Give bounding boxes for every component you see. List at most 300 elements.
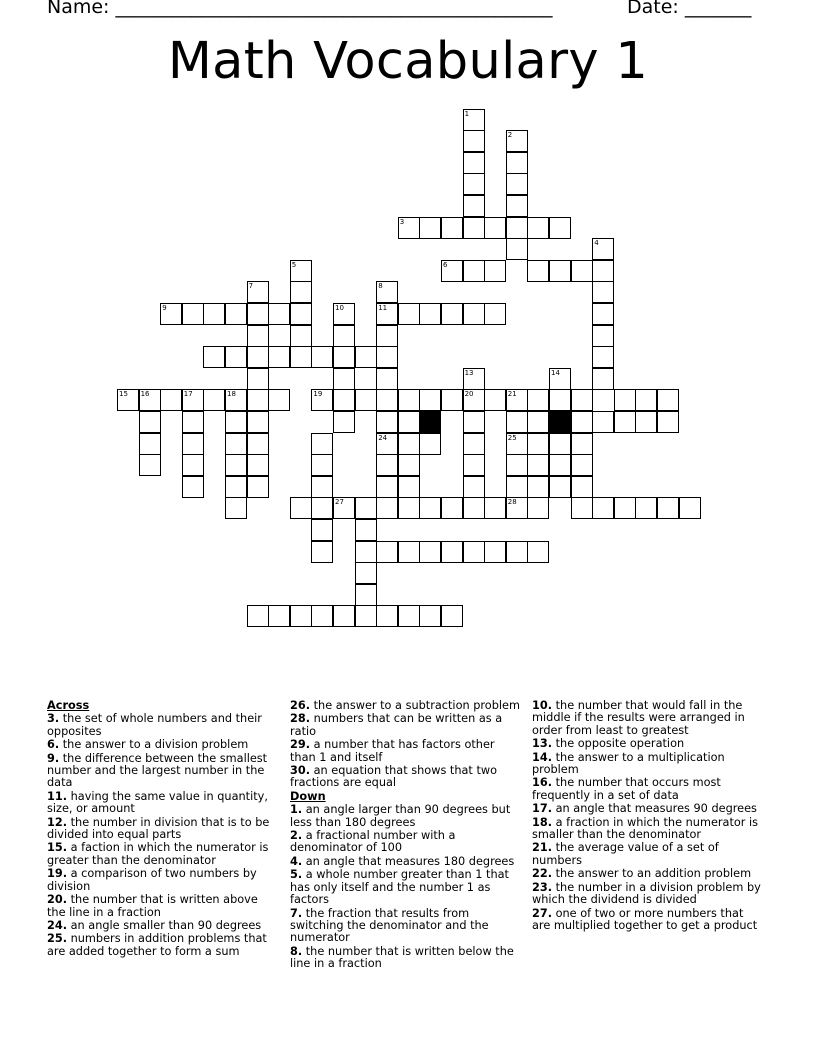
clue-item-number: 12. <box>47 815 68 829</box>
clue-number: 25 <box>507 433 517 442</box>
grid-cell[interactable] <box>139 433 161 455</box>
grid-cell[interactable] <box>463 173 485 195</box>
clue-item-text: the answer to a division problem <box>59 738 249 752</box>
grid-cell[interactable] <box>376 605 398 627</box>
grid-cell[interactable] <box>398 303 420 325</box>
grid-cell[interactable] <box>225 454 247 476</box>
grid-cell[interactable] <box>376 454 398 476</box>
grid-cell[interactable] <box>592 303 614 325</box>
clue-item-text: numbers that can be written as a ratio <box>290 712 503 738</box>
grid-cell[interactable] <box>398 433 420 455</box>
grid-cell[interactable] <box>549 368 571 390</box>
grid-cell[interactable] <box>225 433 247 455</box>
clue-item-text: the number that is written below the line in a fraction <box>290 944 514 971</box>
grid-cell[interactable] <box>203 346 225 368</box>
clue-item-text: a faction in which the numerator is greater than the denominator <box>47 841 269 867</box>
clue-item-text: the number in a division problem by which the dividend is divided <box>532 880 761 907</box>
grid-cell[interactable] <box>311 605 333 627</box>
grid-cell[interactable] <box>441 497 463 519</box>
grid-cell[interactable] <box>355 497 377 519</box>
grid-cell[interactable] <box>484 541 506 563</box>
clue-item <box>47 713 279 738</box>
grid-cell[interactable] <box>117 389 139 411</box>
clue-item <box>47 739 279 751</box>
grid-cell[interactable] <box>635 389 657 411</box>
clue-item <box>290 700 522 712</box>
grid-cell[interactable] <box>398 497 420 519</box>
grid-cell[interactable] <box>463 368 485 390</box>
clue-item-text: an equation that shows that two fractions are equal <box>290 764 498 790</box>
grid-cell[interactable] <box>247 281 269 303</box>
clue-item-number: 24. <box>47 918 68 932</box>
clue-item-text: the fraction that results from switching the denominator and the numerator <box>290 906 489 945</box>
grid-cell[interactable] <box>376 433 398 455</box>
grid-cell[interactable] <box>571 260 593 282</box>
grid-cell[interactable] <box>506 238 528 260</box>
clue-item-number: 5. <box>290 868 303 882</box>
clue-item <box>47 817 279 842</box>
grid-cell[interactable] <box>311 346 333 368</box>
grid-cell[interactable] <box>225 497 247 519</box>
grid-cell[interactable] <box>441 260 463 282</box>
clue-item-number: 22. <box>532 867 553 881</box>
grid-cell[interactable] <box>571 389 593 411</box>
grid-cell[interactable] <box>571 433 593 455</box>
grid-cell[interactable] <box>527 389 549 411</box>
across-heading: Across <box>47 699 90 712</box>
clue-item-number: 11. <box>47 789 68 803</box>
clue-number: 6 <box>443 260 448 269</box>
grid-cell[interactable] <box>527 541 549 563</box>
clue-item-text: one of two or more numbers that are multiplied together to get a product <box>532 906 758 932</box>
grid-cell[interactable] <box>290 281 312 303</box>
clue-item-number: 15. <box>47 841 68 855</box>
grid-cell[interactable] <box>268 605 290 627</box>
grid-cell[interactable] <box>290 497 312 519</box>
grid-cell[interactable] <box>419 389 441 411</box>
grid-cell[interactable] <box>398 411 420 433</box>
grid-cell[interactable] <box>484 389 506 411</box>
clue-number: 17 <box>183 390 193 399</box>
clue-item-text: the number in division that is to be divided into equal parts <box>47 815 270 842</box>
grid-cell[interactable] <box>549 454 571 476</box>
grid-cell[interactable] <box>592 497 614 519</box>
clue-item <box>47 753 279 790</box>
clue-number: 9 <box>162 303 167 312</box>
grid-cell[interactable] <box>506 497 528 519</box>
grid-cell[interactable] <box>225 476 247 498</box>
clue-item-number: 23. <box>532 880 553 894</box>
clue-item-number: 7. <box>290 906 303 920</box>
grid-cell[interactable] <box>527 497 549 519</box>
grid-cell[interactable] <box>203 389 225 411</box>
grid-cell[interactable] <box>333 389 355 411</box>
grid-cell[interactable] <box>376 325 398 347</box>
grid-cell[interactable] <box>635 497 657 519</box>
grid-cell[interactable] <box>506 130 528 152</box>
grid-cell[interactable] <box>311 476 333 498</box>
grid-cell[interactable] <box>290 325 312 347</box>
clue-item <box>532 752 764 777</box>
grid-cell[interactable] <box>376 281 398 303</box>
grid-cell[interactable] <box>614 497 636 519</box>
clue-number: 15 <box>119 390 128 399</box>
grid-cell[interactable] <box>527 411 549 433</box>
clue-item-number: 29. <box>290 738 311 752</box>
clue-number: 14 <box>551 368 560 377</box>
grid-cell[interactable] <box>247 476 269 498</box>
grid-cell[interactable] <box>484 260 506 282</box>
grid-cell[interactable] <box>203 303 225 325</box>
clue-item-number: 4. <box>290 854 303 868</box>
grid-cell[interactable] <box>506 152 528 174</box>
clue-item <box>532 908 764 933</box>
grid-cell[interactable] <box>398 476 420 498</box>
clues-column-2 <box>290 700 522 972</box>
grid-cell[interactable] <box>463 389 485 411</box>
grid-cell[interactable] <box>419 303 441 325</box>
grid-cell[interactable] <box>592 260 614 282</box>
clue-item-text: a comparison of two numbers by division <box>47 867 257 893</box>
grid-cell[interactable] <box>463 130 485 152</box>
grid-cell[interactable] <box>592 346 614 368</box>
grid-cell[interactable] <box>311 389 333 411</box>
clue-number: 11 <box>378 303 388 312</box>
clue-item <box>47 933 279 958</box>
clue-item-number: 1. <box>290 803 303 817</box>
name-field[interactable]: Name: ______________________________________________ <box>47 0 553 18</box>
clue-item <box>532 700 764 737</box>
grid-cell[interactable] <box>657 411 679 433</box>
grid-cell[interactable] <box>376 346 398 368</box>
grid-cell[interactable] <box>333 411 355 433</box>
grid-cell[interactable] <box>333 325 355 347</box>
grid-cell[interactable] <box>463 433 485 455</box>
clue-item <box>290 908 522 945</box>
grid-cell[interactable] <box>592 411 614 433</box>
clue-item-number: 20. <box>47 893 68 907</box>
grid-cell[interactable] <box>247 346 269 368</box>
grid-cell[interactable] <box>398 541 420 563</box>
clue-item-text: an angle smaller than 90 degrees <box>67 918 262 932</box>
blocked-cell <box>419 411 441 433</box>
clue-item <box>290 739 522 764</box>
grid-cell[interactable] <box>463 152 485 174</box>
clue-number: 27 <box>335 498 344 507</box>
grid-cell[interactable] <box>463 109 485 131</box>
grid-cell[interactable] <box>549 217 571 239</box>
grid-cell[interactable] <box>592 368 614 390</box>
grid-cell[interactable] <box>290 303 312 325</box>
grid-cell[interactable] <box>182 411 204 433</box>
grid-cell[interactable] <box>355 389 377 411</box>
grid-cell[interactable] <box>549 389 571 411</box>
grid-cell[interactable] <box>463 260 485 282</box>
grid-cell[interactable] <box>419 433 441 455</box>
grid-cell[interactable] <box>225 411 247 433</box>
clue-item <box>290 713 522 738</box>
clue-item-number: 28. <box>290 712 311 726</box>
grid-cell[interactable] <box>355 605 377 627</box>
grid-cell[interactable] <box>160 303 182 325</box>
grid-cell[interactable] <box>311 519 333 541</box>
grid-cell[interactable] <box>419 217 441 239</box>
grid-cell[interactable] <box>247 303 269 325</box>
grid-cell[interactable] <box>571 454 593 476</box>
grid-cell[interactable] <box>614 389 636 411</box>
clue-item-number: 6. <box>47 738 60 752</box>
clue-number: 21 <box>507 390 517 399</box>
grid-cell[interactable] <box>247 411 269 433</box>
clue-item-number: 19. <box>47 867 68 881</box>
grid-cell[interactable] <box>290 346 312 368</box>
grid-cell[interactable] <box>635 411 657 433</box>
clue-number: 7 <box>248 282 254 291</box>
grid-cell[interactable] <box>463 476 485 498</box>
grid-cell[interactable] <box>333 346 355 368</box>
clue-item <box>532 868 764 880</box>
grid-cell[interactable] <box>182 454 204 476</box>
grid-cell[interactable] <box>441 217 463 239</box>
clue-item-number: 3. <box>47 712 60 726</box>
grid-cell[interactable] <box>657 389 679 411</box>
grid-cell[interactable] <box>398 454 420 476</box>
clue-item-text: an angle that measures 90 degrees <box>552 802 757 816</box>
grid-cell[interactable] <box>139 389 161 411</box>
grid-cell[interactable] <box>549 433 571 455</box>
grid-cell[interactable] <box>484 497 506 519</box>
clue-item-text: the difference between the smallest number and the largest number in the data <box>47 751 268 790</box>
grid-cell[interactable] <box>549 476 571 498</box>
clue-item-text: the answer to an addition problem <box>552 867 752 881</box>
grid-cell[interactable] <box>398 389 420 411</box>
grid-cell[interactable] <box>247 433 269 455</box>
grid-cell[interactable] <box>290 260 312 282</box>
grid-cell[interactable] <box>506 195 528 217</box>
grid-cell[interactable] <box>376 476 398 498</box>
grid-cell[interactable] <box>484 217 506 239</box>
grid-cell[interactable] <box>247 605 269 627</box>
clue-item-number: 30. <box>290 764 311 778</box>
grid-cell[interactable] <box>182 389 204 411</box>
grid-cell[interactable] <box>355 346 377 368</box>
clue-item-text: having the same value in quantity, size, or amount <box>47 789 268 816</box>
clue-item-number: 18. <box>532 815 553 829</box>
clue-number: 1 <box>464 109 470 118</box>
grid-cell[interactable] <box>463 411 485 433</box>
grid-cell[interactable] <box>376 411 398 433</box>
clue-item-number: 16. <box>532 776 553 790</box>
clue-item <box>532 842 764 867</box>
clue-item-text: the number that would fall in the middle if the results were arranged in order from least to greatest <box>532 699 745 737</box>
grid-cell[interactable] <box>333 605 355 627</box>
grid-cell[interactable] <box>398 217 420 239</box>
clue-item-number: 9. <box>47 751 60 765</box>
grid-cell[interactable] <box>247 325 269 347</box>
grid-cell[interactable] <box>160 389 182 411</box>
clue-item <box>290 804 522 829</box>
clue-item-number: 25. <box>47 932 68 946</box>
grid-cell[interactable] <box>592 281 614 303</box>
down-heading: Down <box>290 789 326 803</box>
clue-item-text: an angle that measures 180 degrees <box>302 854 515 868</box>
grid-cell[interactable] <box>463 454 485 476</box>
grid-cell[interactable] <box>506 411 528 433</box>
clue-item-number: 27. <box>532 906 553 920</box>
clue-item-text: the number that occurs most frequently in a set of data <box>532 776 721 802</box>
grid-cell[interactable] <box>268 389 290 411</box>
clue-item <box>47 920 279 932</box>
clue-number: 4 <box>594 239 599 248</box>
clue-number: 10 <box>335 303 344 312</box>
grid-cell[interactable] <box>571 411 593 433</box>
grid-cell[interactable] <box>139 411 161 433</box>
clue-item-number: 2. <box>290 829 303 843</box>
clue-item-number: 10. <box>532 699 553 712</box>
clue-item <box>532 738 764 750</box>
grid-cell[interactable] <box>506 454 528 476</box>
grid-cell[interactable] <box>441 303 463 325</box>
grid-cell[interactable] <box>679 497 701 519</box>
grid-cell[interactable] <box>484 303 506 325</box>
clue-item-text: a number that has factors other than 1 and itself <box>290 738 495 764</box>
clue-item-number: 8. <box>290 944 303 958</box>
grid-cell[interactable] <box>506 541 528 563</box>
clue-item <box>47 791 279 816</box>
grid-cell[interactable] <box>139 454 161 476</box>
grid-cell[interactable] <box>657 497 679 519</box>
grid-cell[interactable] <box>376 497 398 519</box>
grid-cell[interactable] <box>419 541 441 563</box>
grid-cell[interactable] <box>419 605 441 627</box>
clue-item-text: the number that is written above the line in a fraction <box>47 893 258 919</box>
grid-cell[interactable] <box>463 541 485 563</box>
clue-item-text: the answer to a multiplication problem <box>532 750 725 777</box>
grid-cell[interactable] <box>247 454 269 476</box>
clue-number: 13 <box>464 368 474 377</box>
clue-item <box>532 777 764 802</box>
clue-number: 19 <box>313 390 323 399</box>
clue-item <box>290 946 522 971</box>
clue-number: 16 <box>140 390 150 399</box>
clue-item-text: the answer to a subtraction problem <box>310 699 520 712</box>
grid-cell[interactable] <box>268 303 290 325</box>
clue-item-number: 21. <box>532 841 553 855</box>
grid-cell[interactable] <box>527 433 549 455</box>
clue-item <box>47 842 279 867</box>
grid-cell[interactable] <box>463 497 485 519</box>
clue-item <box>290 765 522 790</box>
clue-item-text: a fraction in which the numerator is smaller than the denominator <box>532 815 759 842</box>
grid-cell[interactable] <box>506 217 528 239</box>
grid-cell[interactable] <box>419 497 441 519</box>
grid-cell[interactable] <box>333 368 355 390</box>
date-field[interactable]: Date: _______ <box>627 0 752 18</box>
clues-column-1 <box>47 700 279 959</box>
clue-item-text: numbers in addition problems that are added together to form a sum <box>47 932 267 958</box>
grid-cell[interactable] <box>333 303 355 325</box>
grid-cell[interactable] <box>527 476 549 498</box>
clue-item <box>47 868 279 893</box>
grid-cell[interactable] <box>592 325 614 347</box>
grid-cell[interactable] <box>225 303 247 325</box>
blocked-cell <box>549 411 571 433</box>
grid-cell[interactable] <box>441 389 463 411</box>
grid-cell[interactable] <box>376 368 398 390</box>
grid-cell[interactable] <box>463 217 485 239</box>
clue-item-text: the set of whole numbers and their opposites <box>47 712 262 738</box>
grid-cell[interactable] <box>355 562 377 584</box>
grid-cell[interactable] <box>571 497 593 519</box>
grid-cell[interactable] <box>571 476 593 498</box>
grid-cell[interactable] <box>441 605 463 627</box>
clue-item <box>532 817 764 842</box>
clue-number: 5 <box>291 260 297 269</box>
grid-cell[interactable] <box>247 368 269 390</box>
grid-cell[interactable] <box>398 605 420 627</box>
clue-number: 22 <box>421 411 431 420</box>
clue-number: 20 <box>464 390 474 399</box>
grid-cell[interactable] <box>225 389 247 411</box>
clue-item-text: a fractional number with a denominator of 100 <box>290 829 456 855</box>
grid-cell[interactable] <box>527 454 549 476</box>
grid-cell[interactable] <box>355 519 377 541</box>
grid-cell[interactable] <box>463 195 485 217</box>
clue-number: 2 <box>507 131 513 140</box>
grid-cell[interactable] <box>225 346 247 368</box>
page-title: Math Vocabulary 1 <box>167 32 649 91</box>
grid-cell[interactable] <box>311 541 333 563</box>
grid-cell[interactable] <box>311 433 333 455</box>
clues-column-3 <box>532 700 764 933</box>
grid-cell[interactable] <box>527 260 549 282</box>
clue-item <box>290 856 522 868</box>
grid-cell[interactable] <box>506 476 528 498</box>
grid-cell[interactable] <box>614 411 636 433</box>
clue-item-number: 14. <box>532 750 553 764</box>
grid-cell[interactable] <box>182 433 204 455</box>
grid-cell[interactable] <box>268 346 290 368</box>
grid-cell[interactable] <box>549 260 571 282</box>
grid-cell[interactable] <box>311 497 333 519</box>
grid-cell[interactable] <box>333 497 355 519</box>
grid-cell[interactable] <box>441 541 463 563</box>
grid-cell[interactable] <box>182 476 204 498</box>
clue-item-number: 17. <box>532 802 553 816</box>
grid-cell[interactable] <box>376 389 398 411</box>
grid-cell[interactable] <box>290 605 312 627</box>
clue-number: 18 <box>227 390 236 399</box>
grid-cell[interactable] <box>355 541 377 563</box>
clue-item-number: 13. <box>532 737 553 751</box>
grid-cell[interactable] <box>463 303 485 325</box>
grid-cell[interactable] <box>376 303 398 325</box>
clue-item-text: a whole number greater than 1 that has only itself and the number 1 as factors <box>290 868 509 907</box>
grid-cell[interactable] <box>592 238 614 260</box>
grid-cell[interactable] <box>527 217 549 239</box>
grid-cell[interactable] <box>247 389 269 411</box>
clue-item <box>532 803 764 815</box>
clue-item-text: the opposite operation <box>552 737 685 751</box>
grid-cell[interactable] <box>182 303 204 325</box>
grid-cell[interactable] <box>376 541 398 563</box>
grid-cell[interactable] <box>506 389 528 411</box>
clue-number: 28 <box>507 498 517 507</box>
grid-cell[interactable] <box>355 584 377 606</box>
grid-cell[interactable] <box>506 433 528 455</box>
grid-cell[interactable] <box>311 454 333 476</box>
grid-cell[interactable] <box>506 173 528 195</box>
